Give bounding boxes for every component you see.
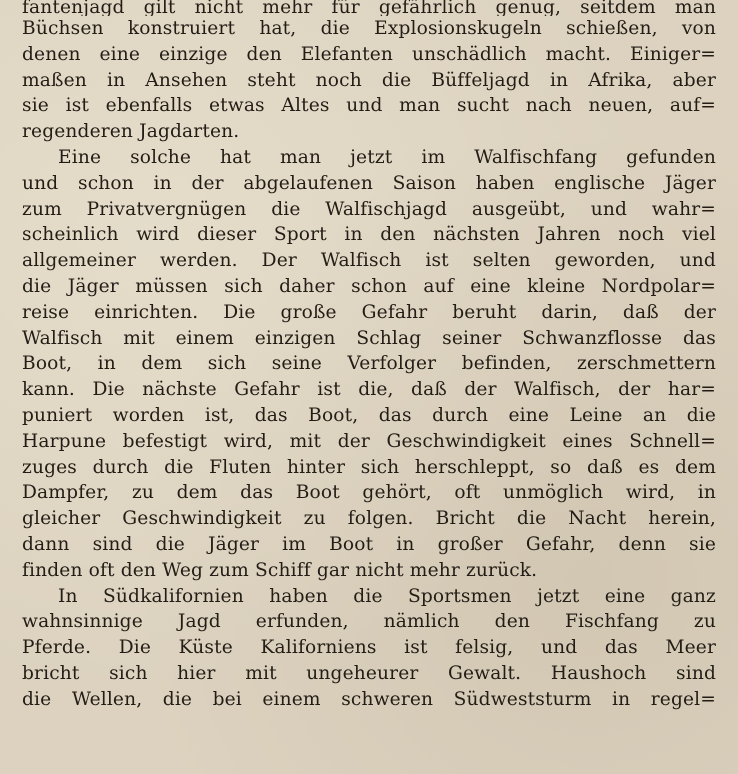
text-line: finden oft den Weg zum Schiff gar nicht mehr zurück. [22,559,538,581]
text-line: Harpune befestigt wird, mit der Geschwindigkeit eines Schnell= [22,430,716,452]
paragraph-1 [22,0,716,145]
text-line: sie ist ebenfalls etwas Altes und man sucht nach neuen, auf= [22,95,716,117]
text-line: In Südkalifornien haben die Sportsmen jetzt eine ganz [58,585,716,607]
text-line: gleicher Geschwindigkeit zu folgen. Bricht die Nacht herein, [22,508,716,530]
text-line: fantenjagd gilt nicht mehr für gefährlich genug, seitdem man [22,0,716,16]
text-line: die Jäger müssen sich daher schon auf eine kleine Nordpolar= [22,275,716,297]
text-line: Büchsen konstruiert hat, die Explosionskugeln schießen, von [22,18,716,39]
paragraph-2 [22,145,716,584]
text-line: scheinlich wird dieser Sport in den nächsten Jahren noch viel [22,224,716,246]
text-line: und schon in der abgelaufenen Saison haben englische Jäger [22,172,716,194]
paragraph-3 [22,584,716,713]
text-line: puniert worden ist, das Boot, das durch eine Leine an die [22,404,716,426]
text-line: Dampfer, zu dem das Boot gehört, oft unmöglich wird, in [22,482,716,504]
text-line: allgemeiner werden. Der Walfisch ist selten geworden, und [22,250,716,272]
text-line: Boot, in dem sich seine Verfolger befinden, zerschmettern [22,353,716,375]
text-line: Eine solche hat man jetzt im Walfischfang gefunden [58,146,716,168]
text-line: zuges durch die Fluten hinter sich herschleppt, so daß es dem [22,456,716,478]
text-line: wahnsinnige Jagd erfunden, nämlich den Fischfang zu [22,611,716,633]
text-line: Walfisch mit einem einzigen Schlag seiner Schwanzflosse das [22,327,716,349]
text-line: denen eine einzige den Elefanten unschädlich macht. Einiger= [22,43,716,65]
text-column [22,0,716,713]
text-line: dann sind die Jäger im Boot in großer Gefahr, denn sie [22,533,716,555]
text-line: reise einrichten. Die große Gefahr beruht darin, daß der [22,301,716,323]
text-line: bricht sich hier mit ungeheurer Gewalt. Haushoch sind [22,662,716,684]
text-line: zum Privatvergnügen die Walfischjagd ausgeübt, und wahr= [22,198,716,220]
text-line: kann. Die nächste Gefahr ist die, daß der Walfisch, der har= [22,379,716,401]
text-line: Pferde. Die Küste Kaliforniens ist felsig, und das Meer [22,637,716,659]
text-line: maßen in Ansehen steht noch die Büffeljagd in Afrika, aber [22,69,716,91]
text-line: regenderen Jagdarten. [22,121,240,143]
text-line: die Wellen, die bei einem schweren Südweststurm in regel= [22,688,716,710]
